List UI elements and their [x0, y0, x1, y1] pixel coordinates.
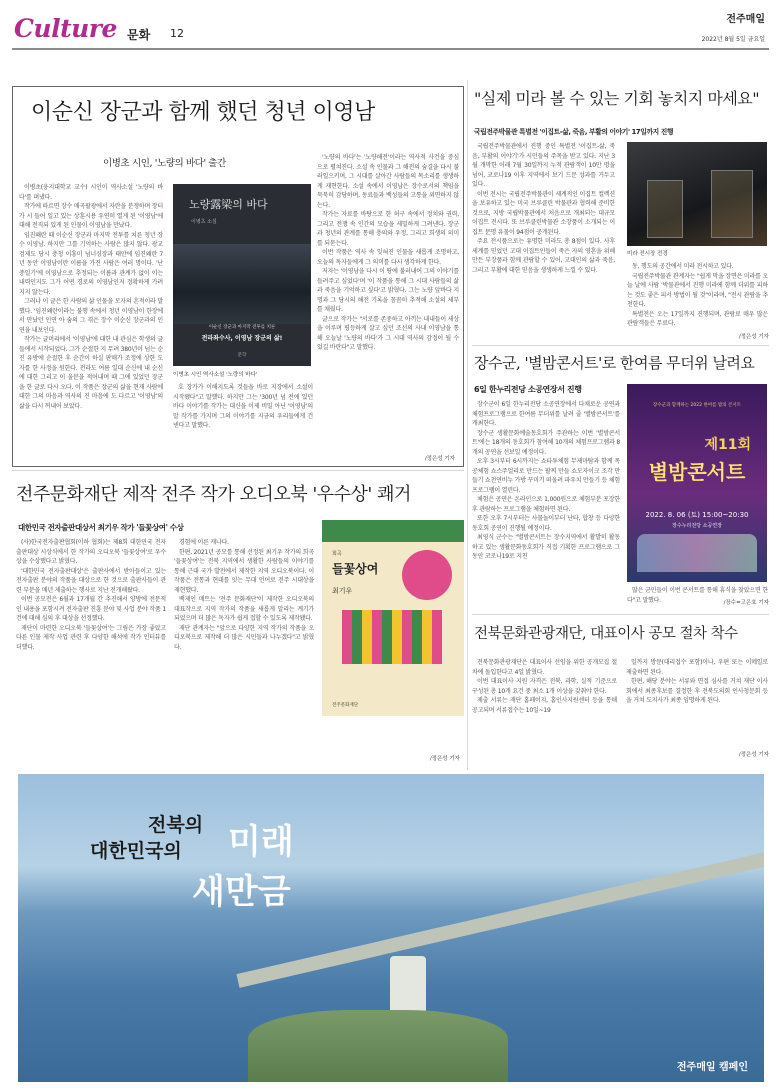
- article-audiobook-award: [12, 474, 464, 768]
- mummy-exhibition-photo: [627, 142, 767, 246]
- article4-col2: [174, 538, 314, 756]
- article4-para: 경험에 이른 캐나다.: [179, 539, 229, 546]
- banner-park-green: [248, 1010, 508, 1082]
- article-lee-youngnam: [12, 86, 464, 467]
- article3-para: 장수군이 6일 한누리전당 소공연장에서 다채로운 공연과 체험프로그램으로 한여름 무더위를 날려 줄 '별밤콘서트'를 개최한다.: [472, 401, 620, 427]
- article3-para: 또한 오후 7시부터는 사물놀이부터 난타, 합창 등 다양한 동호회 공연이 진행될 예정이다.: [472, 515, 620, 532]
- book-cover-author: 이병초 소설: [191, 219, 217, 225]
- column-divider: [467, 80, 468, 770]
- book-cover-sea-art: [173, 244, 311, 324]
- article4-para: '대한민국 전자출판대상'은 출판사에서 받아들이고 있는 전자출판 분야의 작품을 대상으로 한 것으로 출판사들이 관련 부분을 매년 제출하는 행사로 지난 전개해왔다.: [16, 567, 166, 594]
- article2-para: 국립전주박물관에서 진행 중인 특별전 '이집트-삶, 죽음, 부활의 이야기'가 시민들의 주목을 받고 있다. 지난 3월 개막한 이래 7월 30일까지 누적 관람객이 10만 명을 넘어, 코로나19 이후 지역에서 보기 드문 성과를 거두고 있다.: [472, 143, 615, 188]
- article-star-concert: [472, 350, 769, 612]
- article3-para: 많은 군민들이 이번 콘서트를 통해 휴식을 찾았으면 한다"고 말했다.: [627, 587, 768, 604]
- poster-venue: 장수누리전당 소공연장: [672, 523, 722, 529]
- page-header: [0, 0, 781, 50]
- article1-para: 이번 작품은 역사 속 잊혀진 인물을 새롭게 조명하고, 오늘의 독자들에게 그 의미를 다시 생각하게 한다.: [317, 249, 459, 266]
- book-cover-noryang: [173, 184, 311, 366]
- article4-byline: /정은성 기자: [429, 756, 460, 762]
- article2-col1: [472, 142, 615, 342]
- article4-para: 재단이 마련한 오디오북 '들꽃상여'는 그림은 가장 좋았고 다른 인물 제작 사업 관련 후 다양한 해석에 작가 인터뷰를 더했다.: [16, 624, 166, 651]
- article5-headline: 전북문화관광재단, 대표이사 공모 절차 착수: [474, 626, 738, 642]
- issue-date: 2022년 8월 5일 금요일: [701, 36, 765, 43]
- banner-big1: 미래: [228, 822, 294, 862]
- poster-edition: 제11회: [704, 437, 751, 453]
- article1-byline: /정은성 기자: [424, 456, 455, 462]
- book-cover-label: 희곡: [332, 551, 342, 557]
- article1-col1: [19, 183, 163, 460]
- poster-top-text: 장수군과 함께하는 2022 한여름 밤의 콘서트: [652, 403, 742, 408]
- article1-para: 작가에 따르면 장수 매곡팔광에서 자란을 분쟁하며 장터가 시 들어 일고 있는 상훈시용 우연히 열게 된 '이영남'에 대해 전직되 있게 된 인물이 이영남을 만났다.: [19, 203, 163, 229]
- article3-para: 최영식 군수는 "별밤콘서트는 장수지역에서 활발히 활동하고 있는 생활문화동호회가 직접 기획한 프로그램으로 그동안 코로나19로 지친: [472, 534, 620, 560]
- article4-para: 백제인 매트는 '전주 문화재단'이 제작한 오디오북의 대표작으로 지역 작가의 작품을 새롭게 알리는 계기가 되었으며 더 많은 독자가 쉽게 접할 수 있도록 제작됐다.: [174, 596, 314, 622]
- article1-subhead: 이병초 시인, '노량의 바다' 출간: [103, 158, 226, 169]
- article4-para: 이번 공모전은 6월과 17개월 간 추진해서 양방에 전문적인 내용을 포함시켜 전자출판 진흥 분야 및 사업 분야 작품 1건에 대해 심의 후 대상을 선정했다.: [16, 596, 166, 622]
- article3-subhead: 6일 한누리전당 소공연장서 진행: [474, 385, 582, 394]
- header-rule: [12, 48, 769, 50]
- article2-byline: /정은성 기자: [738, 334, 769, 340]
- section-title-en: Culture: [14, 14, 117, 43]
- article5-para: 일까지 방문(대리접수 포함)이나, 우편 또는 이메일로 제출하면 된다.: [626, 659, 768, 676]
- article5-col2: [626, 658, 768, 748]
- article-tourism-ceo: [472, 618, 769, 768]
- book-cover-flower-art: [402, 550, 452, 600]
- article2-para: 주요 전시품으로는 유명한 미라도 총 8점이 있다. 사후 세계를 믿었던 고대 이집트인들이 죽은 자의 영혼을 위해 만든 부장품과 함께 관람할 수 있어, 고대인의 삶과 죽음, 그리고 부활에 대한 믿음을 생생하게 느낄 수 있다.: [472, 238, 615, 274]
- article4-para: (사)한국전자출판협회(이하 협회)는 제8회 대한민국 전자출판대상 시상식에서 한 작가의 오디오북 '들꽃상여'로 우수상을 수상했다고 밝혔다.: [16, 539, 166, 565]
- article2-para: 국립전주박물관 관계자는 "쉽게 막을 장면은 미라를 오늘 날에 사람 '박물관에서 진행 미라에 함께 더위를 피하는 것도 좋은 피서 방법이 될 것"이라며, "전시 관람을 추천한다.: [627, 272, 768, 308]
- article5-para: 전북문화관광재단은 대표이사 선임을 위한 공개모집 절차에 돌입한다고 4일 밝혔다.: [472, 659, 617, 676]
- article1-col1-tail: [173, 383, 313, 461]
- article4-subhead: 대한민국 전자출판대상서 최기우 작가 '들꽃상여' 수상: [18, 523, 184, 532]
- section-divider: [12, 470, 464, 471]
- article1-para: 호 장가가 이해지도록 것들을 바로 지장에서 소설이 시작됐다"고 말했다. 하지만 그는 '300년 넘 전에 있던 바다 이야기를 작가는 대신을 이제 비밀 아닌 '이영남'의 말 작가를 가지며 그의 이야기를 지금의 우리들에게 건넨다고 말했다.: [173, 384, 313, 429]
- article5-para: 제출 서류는 재단 홈페이지, 홈인사지원센터 등을 통해 공고되며 서류접수는 10일~19: [472, 697, 617, 714]
- article1-para: 이병초(웅지대학교 교수) 시인이 역사소설 '노량의 바다'를 펴냈다.: [19, 184, 163, 201]
- article1-para: 그러나 이 글은 한 사람의 삶 인물을 모자의 흔적이라 말했다. '임진왜란이라는 불행 속에서 청년 이영남이 한장에서 만났던 인연 아 숨의 그 겪은 장수 이순신 장군과의 인연을 내보인다.: [19, 298, 163, 334]
- article1-para: '노량의 바다'는 '노량해전'이라는 역사적 사건을 중심으로 펼쳐진다. 소설 속 인물과 그 해전의 숨결을 다시 불러일으키며, 그 시대를 살아간 사람들의 목소리를 생생하게 재현한다. 소설 속에서 이영남은 장수로서의 책임을 묵묵히 감당하며, 동료들과 백성들의 고통을 외면하지 않는다.: [317, 154, 459, 209]
- banner-line1: 전북의: [148, 814, 204, 836]
- page-number: 12: [170, 27, 184, 40]
- banner-tower: [390, 956, 426, 1016]
- paper-name: 전주매일: [726, 14, 765, 25]
- section-title-ko: 문화: [127, 28, 151, 42]
- book-cover-publisher: 문학: [237, 353, 247, 358]
- article5-para: 이번 대표이사 지원 자격은 전북, 과학, 실적 기준으로 구성된 총 10개 요건 중 최소 1개 이상을 갖춰야 한다.: [472, 678, 617, 695]
- article4-headline: 전주문화재단 제작 전주 작가 오디오북 '우수상' 쾌거: [16, 484, 411, 505]
- saemangeum-campaign-banner: [18, 774, 764, 1082]
- article3-para: 오후 3시부터 6시까지는 쇼타투체험 무제마탐과 함께 목공체험 쇼스주얼리로 만드는 팔찌 만들 쇼모자이크 조각 만들기 쇼천연비누 가방 꾸미기 떠올려 파우치 만들기 등 체험 프로그램이 열린다.: [472, 458, 620, 494]
- poster-date: 2022. 8. 06 (토) 15:00~20:30: [645, 511, 749, 519]
- article3-headline: 장수군, '별밤콘서트'로 한여름 무더위 날려요: [474, 354, 755, 372]
- display-case-art: [647, 180, 683, 238]
- banner-credit: 전주매일 캠페인: [676, 1062, 748, 1073]
- article2-col2: [627, 262, 768, 332]
- article5-para: 한편, 해당 분야는 서류와 면접 심사를 거쳐 재단 이사회에서 최종후보를 결정한 후 전북도의회 인사청문회 등을 거쳐 도지사가 최종 임명하게 된다.: [626, 678, 768, 704]
- book-cover-tagline: 이순신 장군과 마지막 전투를 치른: [208, 325, 276, 330]
- banner-big2: 새만금: [192, 872, 291, 912]
- book-cover-title: 노량露梁의 바다: [189, 198, 268, 211]
- display-case-art: [711, 170, 753, 238]
- book-cover-flower-art: [342, 610, 442, 664]
- book-cover-title: 들꽃상여: [332, 562, 379, 576]
- article-mummy-exhibition: [472, 86, 769, 346]
- banner-seawall: [236, 848, 764, 988]
- article1-para: 저자는 '이영남을 다시 이 땅에 불러내어 그의 이야기를 들려주고 싶었다'며 '이 작품을 통해 그 시대 사람들의 삶과 죽음을 기억하고 싶다'고 밝혔다. 그는 노량 앞바다 지명과 그 당시의 해전 기록을 꼼꼼히 추적해 소설의 세부를 채웠다.: [317, 268, 459, 313]
- article3-byline: /장수=고은호 기자: [723, 600, 769, 606]
- article1-para: 글으로 작가는 "서로를 존중하고 아끼는 내내들이 세상을 이루며 평등하게 살고 싶던 조선의 사내 이영남을 통해 오늘날 '노량의 바다'가 그 시대 역사의 감정이 될 수 있길 바란다"고 말했다.: [317, 315, 459, 351]
- article4-para: 재단 관계자는 "앞으로 다양한 지역 작가의 작품을 오디오북으로 제작해 더 많은 시민들과 나누겠다"고 밝혔다.: [174, 624, 314, 651]
- book-cover-author: 최기우: [332, 587, 353, 595]
- article2-subhead: 국립전주박물관 특별전 '이집트-삶, 죽음, 부활의 이야기' 17일까지 진행: [474, 128, 674, 136]
- book-cover-deulkkot: [322, 520, 464, 716]
- article1-para: 작가는 자료를 바탕으로 한 허구 속에서 정치와 권력, 그리고 전쟁 속 인간의 모습을 세밀하게 그려낸다. 장군과 청년의 관계를 통해 충의와 우정, 그리고 희생의 의미를 되묻는다.: [317, 211, 459, 247]
- article4-para: 한편, 2021년 공모를 통해 선정된 최기우 작가의 희곡 '들꽃상여'는 전북 지역에서 생활한 사람들의 이야기를 통해 근대 국가 발전에서 제작한 지역 오디오북이다. 이 작품은 전통과 현대를 잇는 무대 언어로 전주 시대상을 재현했다.: [174, 548, 314, 594]
- article2-para: 동, 행도의 공간에서 미라 전시하고 있다.: [632, 263, 734, 270]
- poster-title: 별밤콘서트: [648, 460, 746, 484]
- book-cover-tagline-bold: 전라좌수사, 이영남 장군의 삶!: [201, 335, 283, 342]
- article3-col1: [472, 400, 620, 604]
- banner-line2: 대한민국의: [90, 840, 182, 862]
- article2-headline: "실제 미라 볼 수 있는 기회 놓치지 마세요": [474, 89, 760, 108]
- article3-para: 장수군 생활문화예술동호회가 주관하는 이번 '별밤콘서트'에는 18개의 동호회가 참여해 10개의 체험프로그램과 8개의 공연을 선보일 예정이다.: [472, 429, 620, 456]
- article1-photo-caption: 이병초 시인 역사소설 '노량의 바다': [173, 372, 258, 378]
- article1-para: 임진왜란 때 이순신 장군과 마지막 전투를 치른 청년 장수 이영남. 하지만 그를 기억하는 사람은 많지 않다. 광교검제도 당시 충청 이흥미 넘너싱장과 태안에 임진왜란 7년 동안 이영남이란 이름을 가진 사람은 여러 명이다. '난중일기'에 이영남으로 추정되는 이름과 관계가 없이 이는 내력인지도 그가 어떤 경로의 이영남인지 정확하게 가려지지 않는다.: [19, 231, 163, 296]
- article4-col1: [16, 538, 166, 762]
- article2-para: 특별전은 오는 17일까지 진행되며, 관람료 매우 많은 관람객들은 무료다.: [627, 310, 768, 327]
- book-cover-publisher: 전주문화재단: [332, 703, 359, 708]
- section-divider: [472, 614, 769, 615]
- article1-col2: [317, 153, 459, 450]
- article5-col1: [472, 658, 617, 758]
- concert-poster: [627, 384, 767, 582]
- article5-byline: /정은성 기자: [738, 752, 769, 758]
- article3-para: 체험은 공연은 온라인으로 1,000원으로 체험부분 포장한 후 관람하는 프로그램을 체험하면 된다.: [472, 496, 620, 513]
- poster-musicians-art: [637, 534, 757, 572]
- section-divider: [472, 345, 769, 346]
- article2-para: 이번 전시는 국립전주박물관이 세계적인 이집트 컬렉션을 보유하고 있는 미국 브루클린 박물관과 협력해 준비한 것으로, 지방 국립박물관에서 처음으로 개최되는 대규모 이집트 전시다. 또 브루클린박물관 소장품이 소개되는 이집트 문명 유물이 94점이 공개된다.: [472, 190, 615, 236]
- article1-headline: 이순신 장군과 함께 했던 청년 이영남: [31, 100, 375, 125]
- article2-photo-caption: 미라 전시장 전경: [627, 251, 668, 257]
- book-cover-green-band: [322, 520, 464, 542]
- article1-para: 작가는 글머리에서 '이영남'에 대한 내 관심은 학생의 글들에서 시작되었다. 그가 순절한 지 무려 380년이 넘는 순진 유방에 순절한 후 순간이 하실 판매가 조정에 상한 도자를 한 사정을 원한다. 전라도 여름 일대 순신에 내 순신에 대한 그리고 이 울분을 적어내며 때 그에 있었던 장군을 한 글로 다시 오다. 이 작품은 장군의 삶을 현재 사람에 대한 그의 마음과 역사의 진 마음에 도 다르고 '이영남'의 삶을 다시 꺼내어 보았다.: [19, 336, 163, 410]
